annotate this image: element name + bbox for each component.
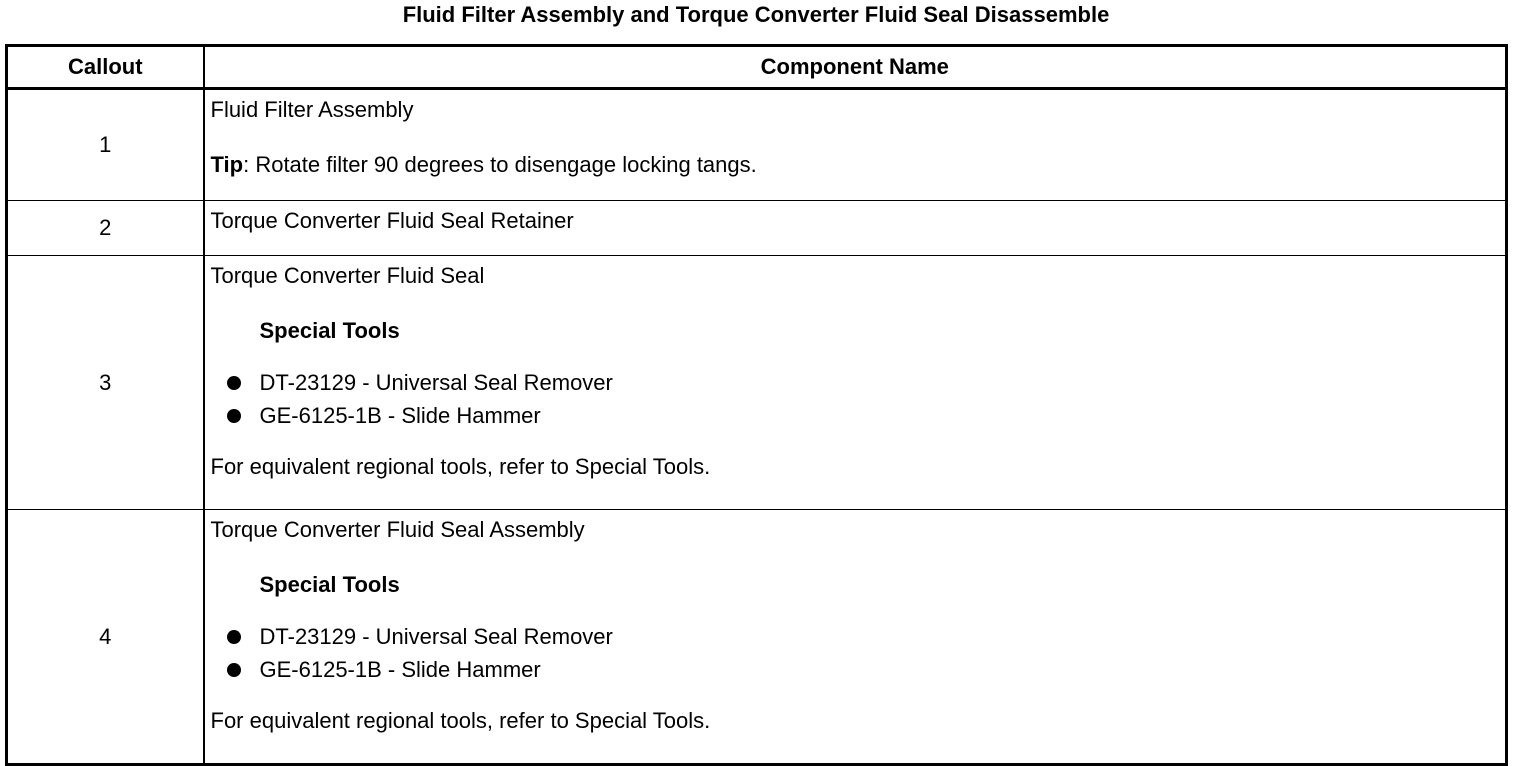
- table-row: [7, 510, 1507, 765]
- callout-number: 2: [7, 201, 204, 256]
- callout-number: 1: [7, 89, 204, 201]
- table-header-row: [7, 46, 1507, 89]
- table-row: [7, 256, 1507, 510]
- callout-column-header: Callout: [7, 46, 204, 89]
- component-name-column-header: Component Name: [204, 46, 1507, 89]
- bullet-icon: [227, 663, 241, 677]
- callout-number: 3: [7, 256, 204, 510]
- tool-name: GE-6125-1B - Slide Hammer: [259, 403, 541, 428]
- component-cell: [204, 510, 1507, 765]
- component-name: Torque Converter Fluid Seal: [210, 263, 485, 288]
- tip-note: [211, 152, 1500, 178]
- bullet-icon: [227, 409, 241, 423]
- tip-label: Tip: [210, 152, 244, 177]
- table-row: [7, 201, 1507, 256]
- regional-tools-note: For equivalent regional tools, refer to Special Tools.: [210, 708, 711, 733]
- list-item: [211, 620, 1500, 653]
- component-table: [5, 44, 1508, 766]
- table-row: [7, 89, 1507, 201]
- callout-number: 4: [7, 510, 204, 765]
- special-tools-list: [211, 366, 1500, 432]
- component-cell: [204, 89, 1507, 201]
- component-name: Torque Converter Fluid Seal Retainer: [210, 208, 574, 233]
- bullet-icon: [227, 376, 241, 390]
- special-tools-heading: Special Tools: [259, 572, 400, 597]
- page-title: Fluid Filter Assembly and Torque Converter Fluid Seal Disassemble: [402, 2, 1110, 27]
- tool-name: DT-23129 - Universal Seal Remover: [259, 624, 613, 649]
- tool-name: DT-23129 - Universal Seal Remover: [259, 370, 613, 395]
- list-item: [211, 366, 1500, 399]
- component-cell: [204, 201, 1507, 256]
- bullet-icon: [227, 630, 241, 644]
- special-tools-heading: Special Tools: [259, 318, 400, 343]
- component-name: Torque Converter Fluid Seal Assembly: [210, 517, 585, 542]
- component-name: Fluid Filter Assembly: [210, 97, 414, 122]
- special-tools-list: [211, 620, 1500, 686]
- regional-tools-note: For equivalent regional tools, refer to Special Tools.: [210, 454, 711, 479]
- list-item: [211, 653, 1500, 686]
- tool-name: GE-6125-1B - Slide Hammer: [259, 657, 541, 682]
- tip-text: : Rotate filter 90 degrees to disengage locking tangs.: [243, 152, 757, 177]
- component-cell: [204, 256, 1507, 510]
- list-item: [211, 399, 1500, 432]
